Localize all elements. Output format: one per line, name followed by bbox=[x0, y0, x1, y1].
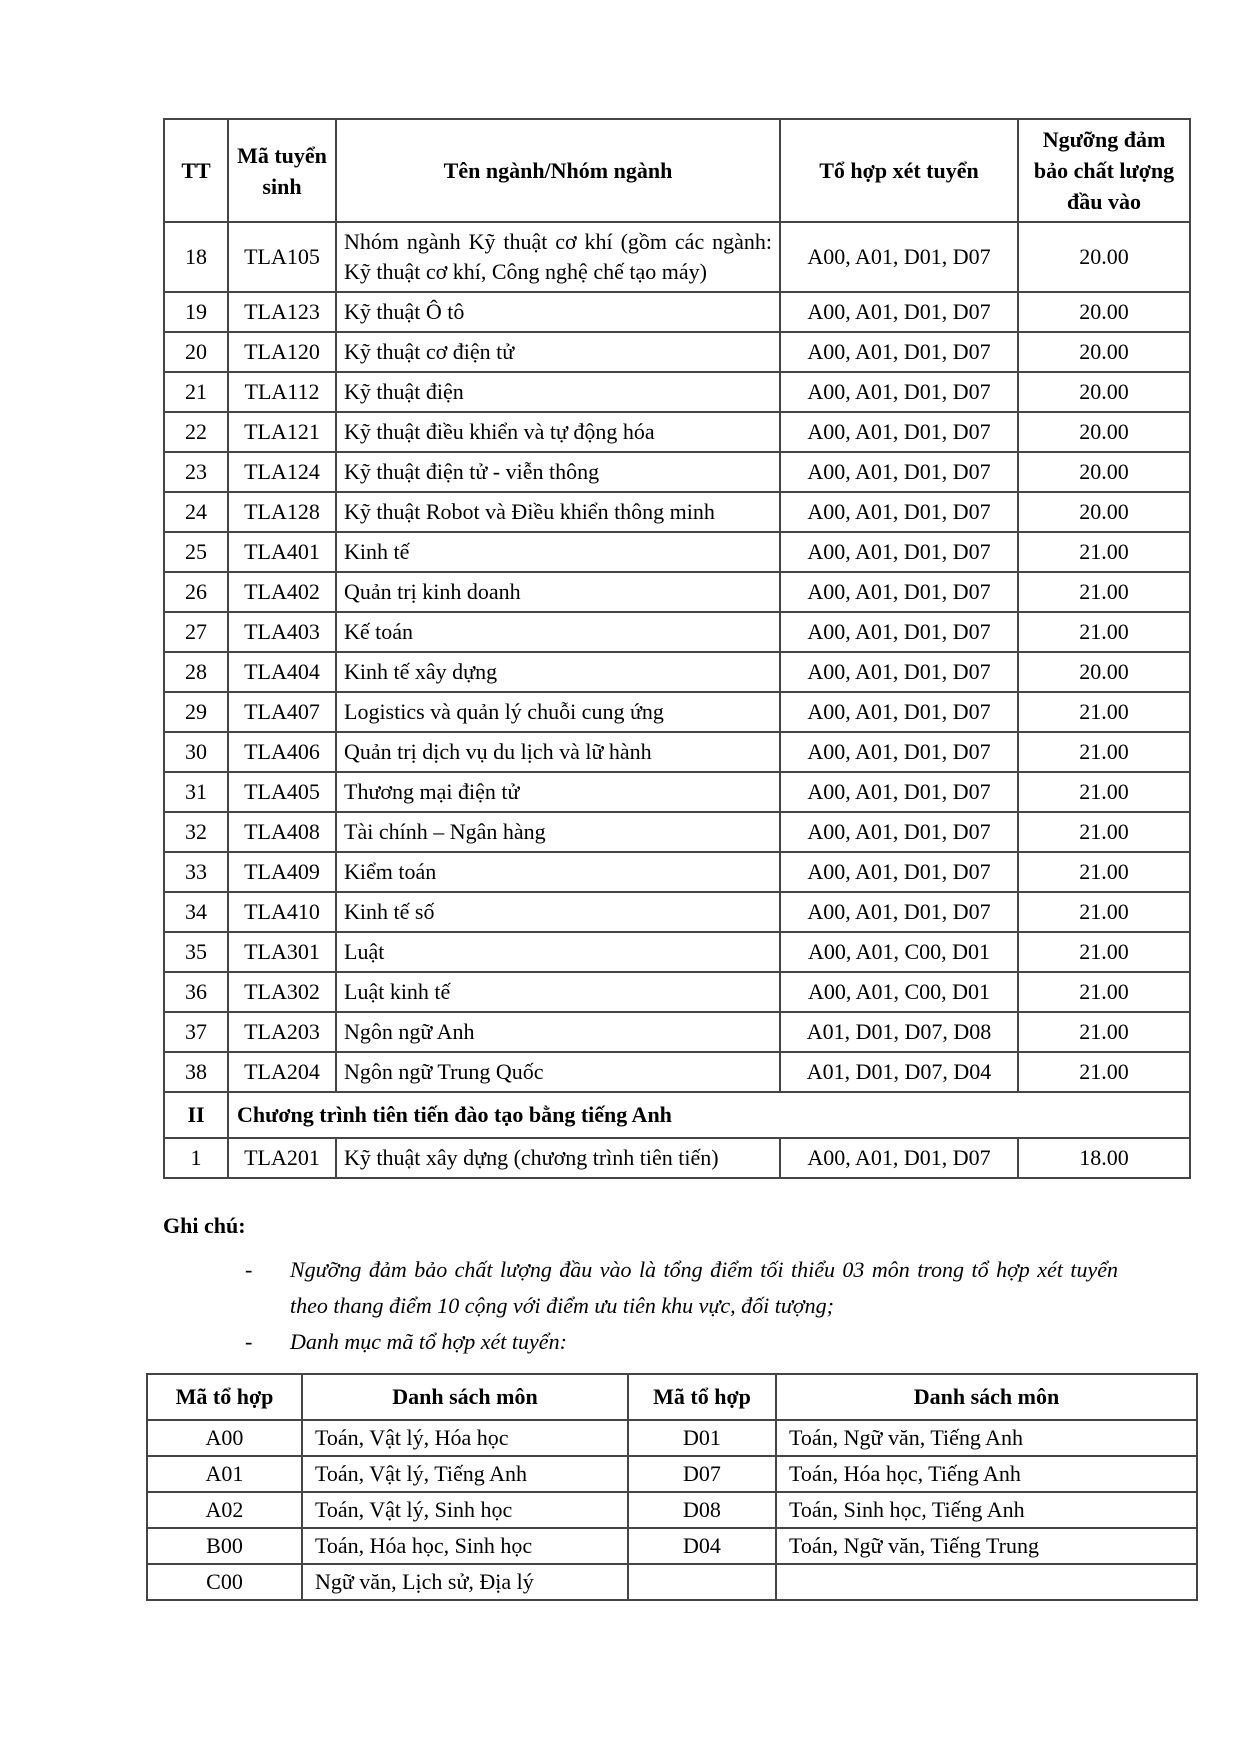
cell-tt: 31 bbox=[164, 772, 228, 812]
cell-subject-list: Toán, Vật lý, Tiếng Anh bbox=[302, 1456, 628, 1492]
cell-admission-code: TLA406 bbox=[228, 732, 336, 772]
cell-subject-combination: A01, D01, D07, D08 bbox=[780, 1012, 1018, 1052]
header-major-name: Tên ngành/Nhóm ngành bbox=[336, 119, 780, 222]
cell-combo-code: D04 bbox=[628, 1528, 776, 1564]
cell-major-name: Kinh tế xây dựng bbox=[336, 652, 780, 692]
cell-tt: 37 bbox=[164, 1012, 228, 1052]
cell-major-name: Kỹ thuật xây dựng (chương trình tiên tiến) bbox=[336, 1138, 780, 1178]
table-row bbox=[164, 1012, 1190, 1052]
cell-subject-combination: A00, A01, D01, D07 bbox=[780, 332, 1018, 372]
cell-quality-threshold: 21.00 bbox=[1018, 1052, 1190, 1092]
cell-tt: 33 bbox=[164, 852, 228, 892]
table-row bbox=[164, 222, 1190, 292]
cell-subject-list: Toán, Hóa học, Tiếng Anh bbox=[776, 1456, 1197, 1492]
header-quality-threshold: Ngưỡng đảm bảo chất lượng đầu vào bbox=[1018, 119, 1190, 222]
table-row bbox=[164, 412, 1190, 452]
cell-tt: 36 bbox=[164, 972, 228, 1012]
cell-quality-threshold: 18.00 bbox=[1018, 1138, 1190, 1178]
cell-subject-combination: A00, A01, D01, D07 bbox=[780, 612, 1018, 652]
table-header-row bbox=[164, 119, 1190, 222]
admission-thresholds-table bbox=[163, 118, 1191, 1179]
cell-quality-threshold: 20.00 bbox=[1018, 652, 1190, 692]
cell-major-name: Kiểm toán bbox=[336, 852, 780, 892]
cell-quality-threshold: 21.00 bbox=[1018, 1012, 1190, 1052]
cell-admission-code: TLA301 bbox=[228, 932, 336, 972]
cell-combo-code: D07 bbox=[628, 1456, 776, 1492]
cell-subject-combination: A00, A01, D01, D07 bbox=[780, 572, 1018, 612]
cell-tt: 24 bbox=[164, 492, 228, 532]
table-row bbox=[164, 1052, 1190, 1092]
cell-tt: 26 bbox=[164, 572, 228, 612]
cell-tt: 20 bbox=[164, 332, 228, 372]
cell-admission-code: TLA410 bbox=[228, 892, 336, 932]
cell-tt: 32 bbox=[164, 812, 228, 852]
cell-admission-code: TLA123 bbox=[228, 292, 336, 332]
cell-subject-list: Toán, Vật lý, Hóa học bbox=[302, 1420, 628, 1456]
table-row bbox=[164, 572, 1190, 612]
cell-subject-combination: A00, A01, D01, D07 bbox=[780, 772, 1018, 812]
cell-admission-code: TLA404 bbox=[228, 652, 336, 692]
cell-quality-threshold: 21.00 bbox=[1018, 812, 1190, 852]
cell-subject-combination: A00, A01, D01, D07 bbox=[780, 292, 1018, 332]
cell-combo-code: A01 bbox=[147, 1456, 302, 1492]
cell-quality-threshold: 20.00 bbox=[1018, 452, 1190, 492]
cell-tt: 22 bbox=[164, 412, 228, 452]
cell-admission-code: TLA402 bbox=[228, 572, 336, 612]
cell-combo-code: D01 bbox=[628, 1420, 776, 1456]
cell-subject-list bbox=[776, 1564, 1197, 1600]
cell-subject-list: Toán, Ngữ văn, Tiếng Anh bbox=[776, 1420, 1197, 1456]
cell-subject-list: Toán, Ngữ văn, Tiếng Trung bbox=[776, 1528, 1197, 1564]
table-row bbox=[164, 972, 1190, 1012]
cell-subject-list: Toán, Sinh học, Tiếng Anh bbox=[776, 1492, 1197, 1528]
cell-major-name: Kỹ thuật điều khiển và tự động hóa bbox=[336, 412, 780, 452]
cell-major-name: Quản trị dịch vụ du lịch và lữ hành bbox=[336, 732, 780, 772]
cell-admission-code: TLA409 bbox=[228, 852, 336, 892]
cell-subject-combination: A00, A01, D01, D07 bbox=[780, 892, 1018, 932]
cell-admission-code: TLA405 bbox=[228, 772, 336, 812]
cell-quality-threshold: 21.00 bbox=[1018, 852, 1190, 892]
table-row bbox=[147, 1564, 1197, 1600]
cell-major-name: Luật kinh tế bbox=[336, 972, 780, 1012]
cell-quality-threshold: 21.00 bbox=[1018, 732, 1190, 772]
cell-tt: 23 bbox=[164, 452, 228, 492]
cell-subject-combination: A00, A01, D01, D07 bbox=[780, 812, 1018, 852]
cell-combo-code: A02 bbox=[147, 1492, 302, 1528]
cell-tt: 38 bbox=[164, 1052, 228, 1092]
cell-quality-threshold: 21.00 bbox=[1018, 532, 1190, 572]
cell-major-name: Luật bbox=[336, 932, 780, 972]
cell-admission-code: TLA407 bbox=[228, 692, 336, 732]
cell-subject-combination: A00, A01, D01, D07 bbox=[780, 732, 1018, 772]
table-row bbox=[164, 332, 1190, 372]
notes-title: Ghi chú: bbox=[163, 1213, 246, 1238]
table-row bbox=[164, 292, 1190, 332]
header-combo-code-right: Mã tổ hợp bbox=[628, 1374, 776, 1420]
cell-admission-code: TLA204 bbox=[228, 1052, 336, 1092]
note-dash-marker: - bbox=[245, 1257, 253, 1282]
cell-tt: 28 bbox=[164, 652, 228, 692]
cell-major-name: Quản trị kinh doanh bbox=[336, 572, 780, 612]
table-row bbox=[164, 732, 1190, 772]
table-row bbox=[147, 1456, 1197, 1492]
cell-subject-combination: A00, A01, D01, D07 bbox=[780, 412, 1018, 452]
cell-admission-code: TLA403 bbox=[228, 612, 336, 652]
table-row bbox=[164, 812, 1190, 852]
cell-quality-threshold: 20.00 bbox=[1018, 412, 1190, 452]
cell-combo-code: D08 bbox=[628, 1492, 776, 1528]
cell-major-name: Kỹ thuật điện tử - viễn thông bbox=[336, 452, 780, 492]
cell-quality-threshold: 20.00 bbox=[1018, 332, 1190, 372]
cell-tt: 34 bbox=[164, 892, 228, 932]
note-text: Danh mục mã tổ hợp xét tuyển: bbox=[290, 1329, 567, 1354]
cell-quality-threshold: 20.00 bbox=[1018, 292, 1190, 332]
cell-subject-combination: A01, D01, D07, D04 bbox=[780, 1052, 1018, 1092]
cell-quality-threshold: 20.00 bbox=[1018, 372, 1190, 412]
cell-major-name: Kinh tế số bbox=[336, 892, 780, 932]
cell-admission-code: TLA112 bbox=[228, 372, 336, 412]
combination-codes-table bbox=[146, 1373, 1198, 1601]
cell-subject-combination: A00, A01, D01, D07 bbox=[780, 492, 1018, 532]
table-row bbox=[164, 452, 1190, 492]
header-subject-list-right: Danh sách môn bbox=[776, 1374, 1197, 1420]
table-row bbox=[164, 892, 1190, 932]
cell-tt: 21 bbox=[164, 372, 228, 412]
combo-table-body bbox=[147, 1420, 1197, 1600]
cell-tt: 1 bbox=[164, 1138, 228, 1178]
table-row bbox=[164, 652, 1190, 692]
notes-section bbox=[163, 1212, 1123, 1360]
cell-subject-combination: A00, A01, D01, D07 bbox=[780, 852, 1018, 892]
table-row bbox=[164, 852, 1190, 892]
cell-admission-code: TLA128 bbox=[228, 492, 336, 532]
header-combo-code-left: Mã tổ hợp bbox=[147, 1374, 302, 1420]
header-admission-code: Mã tuyển sinh bbox=[228, 119, 336, 222]
cell-major-name: Tài chính – Ngân hàng bbox=[336, 812, 780, 852]
cell-major-name: Nhóm ngành Kỹ thuật cơ khí (gồm các ngành: Kỹ thuật cơ khí, Công nghệ chế tạo máy) bbox=[336, 222, 780, 292]
table-row bbox=[147, 1420, 1197, 1456]
cell-combo-code bbox=[628, 1564, 776, 1600]
table-header-row bbox=[147, 1374, 1197, 1420]
cell-subject-combination: A00, A01, D01, D07 bbox=[780, 222, 1018, 292]
cell-subject-list: Toán, Vật lý, Sinh học bbox=[302, 1492, 628, 1528]
cell-quality-threshold: 21.00 bbox=[1018, 972, 1190, 1012]
cell-subject-combination: A00, A01, D01, D07 bbox=[780, 452, 1018, 492]
cell-subject-combination: A00, A01, D01, D07 bbox=[780, 532, 1018, 572]
cell-quality-threshold: 21.00 bbox=[1018, 772, 1190, 812]
cell-combo-code: A00 bbox=[147, 1420, 302, 1456]
table-row bbox=[164, 692, 1190, 732]
cell-major-name: Logistics và quản lý chuỗi cung ứng bbox=[336, 692, 780, 732]
cell-subject-combination: A00, A01, D01, D07 bbox=[780, 1138, 1018, 1178]
cell-admission-code: TLA105 bbox=[228, 222, 336, 292]
cell-admission-code: TLA124 bbox=[228, 452, 336, 492]
cell-subject-list: Toán, Hóa học, Sinh học bbox=[302, 1528, 628, 1564]
cell-admission-code: TLA401 bbox=[228, 532, 336, 572]
cell-quality-threshold: 21.00 bbox=[1018, 612, 1190, 652]
cell-subject-list: Ngữ văn, Lịch sử, Địa lý bbox=[302, 1564, 628, 1600]
cell-quality-threshold: 20.00 bbox=[1018, 492, 1190, 532]
table-row bbox=[164, 372, 1190, 412]
header-tt: TT bbox=[164, 119, 228, 222]
admission-table-body bbox=[164, 222, 1190, 1178]
section-row bbox=[164, 1092, 1190, 1138]
note-text: Ngưỡng đảm bảo chất lượng đầu vào là tổng điểm tối thiểu 03 môn trong tổ hợp xét tuyển theo thang điểm 10 cộng với điểm ưu tiên khu vực, đối tượng; bbox=[290, 1257, 1118, 1318]
header-subject-combination: Tổ hợp xét tuyển bbox=[780, 119, 1018, 222]
cell-major-name: Kế toán bbox=[336, 612, 780, 652]
cell-tt: 25 bbox=[164, 532, 228, 572]
cell-subject-combination: A00, A01, C00, D01 bbox=[780, 972, 1018, 1012]
cell-admission-code: TLA120 bbox=[228, 332, 336, 372]
cell-admission-code: TLA203 bbox=[228, 1012, 336, 1052]
cell-major-name: Ngôn ngữ Trung Quốc bbox=[336, 1052, 780, 1092]
cell-section-title: Chương trình tiên tiến đào tạo bằng tiếng Anh bbox=[228, 1092, 1190, 1138]
cell-tt: 29 bbox=[164, 692, 228, 732]
cell-major-name: Kỹ thuật điện bbox=[336, 372, 780, 412]
cell-combo-code: B00 bbox=[147, 1528, 302, 1564]
cell-quality-threshold: 21.00 bbox=[1018, 692, 1190, 732]
cell-subject-combination: A00, A01, C00, D01 bbox=[780, 932, 1018, 972]
cell-admission-code: TLA408 bbox=[228, 812, 336, 852]
cell-admission-code: TLA201 bbox=[228, 1138, 336, 1178]
note-item bbox=[163, 1324, 1123, 1360]
table-row bbox=[164, 772, 1190, 812]
cell-combo-code: C00 bbox=[147, 1564, 302, 1600]
cell-tt: 18 bbox=[164, 222, 228, 292]
cell-major-name: Thương mại điện tử bbox=[336, 772, 780, 812]
cell-quality-threshold: 21.00 bbox=[1018, 892, 1190, 932]
table-row bbox=[164, 1138, 1190, 1178]
table-row bbox=[164, 932, 1190, 972]
header-subject-list-left: Danh sách môn bbox=[302, 1374, 628, 1420]
note-dash-marker: - bbox=[245, 1329, 253, 1354]
cell-section-number: II bbox=[164, 1092, 228, 1138]
table-row bbox=[147, 1492, 1197, 1528]
cell-tt: 27 bbox=[164, 612, 228, 652]
cell-admission-code: TLA302 bbox=[228, 972, 336, 1012]
table-row bbox=[164, 612, 1190, 652]
cell-tt: 35 bbox=[164, 932, 228, 972]
cell-tt: 30 bbox=[164, 732, 228, 772]
cell-admission-code: TLA121 bbox=[228, 412, 336, 452]
cell-major-name: Kỹ thuật Ô tô bbox=[336, 292, 780, 332]
cell-major-name: Kinh tế bbox=[336, 532, 780, 572]
note-item bbox=[163, 1252, 1123, 1324]
table-row bbox=[164, 532, 1190, 572]
cell-quality-threshold: 21.00 bbox=[1018, 932, 1190, 972]
cell-major-name: Kỹ thuật Robot và Điều khiển thông minh bbox=[336, 492, 780, 532]
table-row bbox=[164, 492, 1190, 532]
cell-subject-combination: A00, A01, D01, D07 bbox=[780, 652, 1018, 692]
cell-major-name: Ngôn ngữ Anh bbox=[336, 1012, 780, 1052]
cell-quality-threshold: 20.00 bbox=[1018, 222, 1190, 292]
cell-major-name: Kỹ thuật cơ điện tử bbox=[336, 332, 780, 372]
cell-subject-combination: A00, A01, D01, D07 bbox=[780, 692, 1018, 732]
table-row bbox=[147, 1528, 1197, 1564]
cell-tt: 19 bbox=[164, 292, 228, 332]
cell-subject-combination: A00, A01, D01, D07 bbox=[780, 372, 1018, 412]
cell-quality-threshold: 21.00 bbox=[1018, 572, 1190, 612]
